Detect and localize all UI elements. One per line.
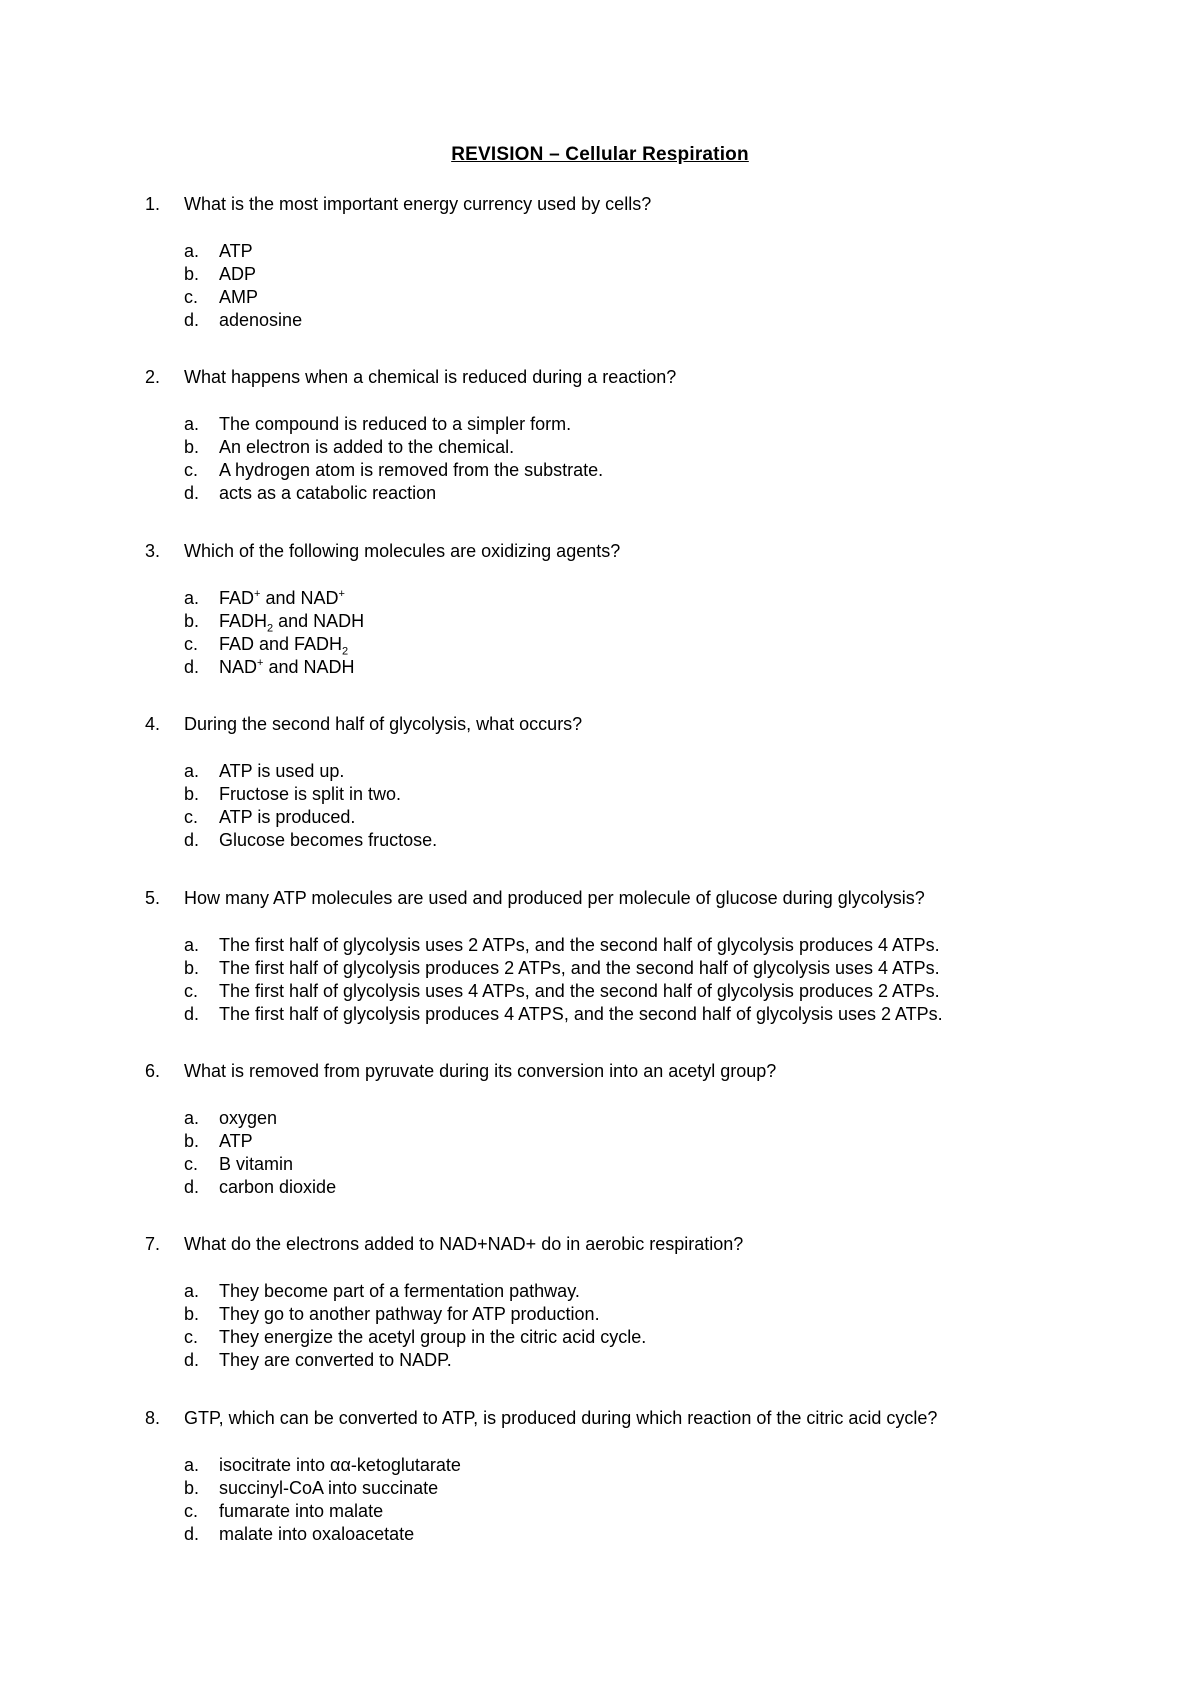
option-letter: d.	[184, 1524, 200, 1544]
option-text: NAD+ and NADH	[219, 657, 355, 677]
option-letter: c.	[184, 287, 199, 307]
option-letter: d.	[184, 1004, 200, 1024]
option-text: AMP	[219, 287, 259, 307]
question-number: 4.	[145, 714, 161, 734]
option-letter: a.	[184, 935, 200, 955]
option-letter: a.	[184, 761, 200, 781]
option-text: B vitamin	[219, 1154, 294, 1174]
option-letter: d.	[184, 1177, 200, 1197]
option-text: Fructose is split in two.	[219, 784, 402, 804]
option-letter: c.	[184, 1154, 199, 1174]
option-letter: b.	[184, 437, 200, 457]
option-letter: d.	[184, 483, 200, 503]
option-text: FAD+ and NAD+	[219, 588, 345, 608]
option-letter: c.	[184, 1501, 199, 1521]
option-letter: d.	[184, 657, 200, 677]
option-letter: a.	[184, 1281, 200, 1301]
option-text: acts as a catabolic reaction	[219, 483, 437, 503]
question-number: 8.	[145, 1408, 161, 1428]
question-text: Which of the following molecules are oxidizing agents?	[184, 541, 621, 561]
option-letter: b.	[184, 264, 200, 284]
page-title: REVISION – Cellular Respiration	[451, 144, 749, 165]
question-text: What is removed from pyruvate during its conversion into an acetyl group?	[184, 1061, 777, 1081]
question-text: GTP, which can be converted to ATP, is produced during which reaction of the citric acid cycle?	[184, 1408, 938, 1428]
option-letter: a.	[184, 241, 200, 261]
question-text: During the second half of glycolysis, what occurs?	[184, 714, 583, 734]
option-letter: b.	[184, 611, 200, 631]
option-text: ATP	[219, 241, 253, 261]
option-text: ATP	[219, 1131, 253, 1151]
question-text: What happens when a chemical is reduced during a reaction?	[184, 367, 677, 387]
option-text: carbon dioxide	[219, 1177, 337, 1197]
option-text: fumarate into malate	[219, 1501, 384, 1521]
question-number: 5.	[145, 888, 161, 908]
option-letter: a.	[184, 414, 200, 434]
question-number: 6.	[145, 1061, 161, 1081]
option-text: The first half of glycolysis produces 4 ATPS, and the second half of glycolysis uses 2 ATPs.	[219, 1004, 943, 1024]
option-letter: a.	[184, 1108, 200, 1128]
option-text: The first half of glycolysis uses 2 ATPs, and the second half of glycolysis produces 4 ATPs.	[219, 935, 940, 955]
option-text: $FADH_2$ and NADH	[219, 611, 365, 635]
option-text: They go to another pathway for ATP production.	[219, 1304, 600, 1324]
option-letter: c.	[184, 807, 199, 827]
question-number: 2.	[145, 367, 161, 387]
option-text: oxygen	[219, 1108, 278, 1128]
option-letter: c.	[184, 460, 199, 480]
option-text: ATP is used up.	[219, 761, 345, 781]
option-text: A hydrogen atom is removed from the substrate.	[219, 460, 604, 480]
option-letter: b.	[184, 1478, 200, 1498]
option-text: Glucose becomes fructose.	[219, 830, 438, 850]
option-letter: b.	[184, 958, 200, 978]
option-text: ADP	[219, 264, 257, 284]
option-letter: d.	[184, 1350, 200, 1370]
option-letter: d.	[184, 310, 200, 330]
question-text: How many ATP molecules are used and produced per molecule of glucose during glycolysis?	[184, 888, 925, 908]
option-letter: c.	[184, 634, 199, 654]
question-number: 7.	[145, 1234, 161, 1254]
question-text: What do the electrons added to NAD+NAD+ do in aerobic respiration?	[184, 1234, 744, 1254]
option-text: They energize the acetyl group in the citric acid cycle.	[219, 1327, 647, 1347]
option-letter: c.	[184, 981, 199, 1001]
option-letter: b.	[184, 1304, 200, 1324]
option-text: The compound is reduced to a simpler form.	[219, 414, 572, 434]
option-text: The first half of glycolysis uses 4 ATPs, and the second half of glycolysis produces 2 ATPs.	[219, 981, 940, 1001]
option-text: isocitrate into αα-ketoglutarate	[219, 1455, 461, 1475]
option-text: ATP is produced.	[219, 807, 356, 827]
option-letter: a.	[184, 588, 200, 608]
question-number: 1.	[145, 194, 161, 214]
option-text: The first half of glycolysis produces 2 ATPs, and the second half of glycolysis uses 4 ATPs.	[219, 958, 940, 978]
option-letter: a.	[184, 1455, 200, 1475]
option-letter: b.	[184, 1131, 200, 1151]
option-text: An electron is added to the chemical.	[219, 437, 515, 457]
option-letter: b.	[184, 784, 200, 804]
option-text: They become part of a fermentation pathway.	[219, 1281, 580, 1301]
option-text: succinyl-CoA into succinate	[219, 1478, 439, 1498]
option-letter: c.	[184, 1327, 199, 1347]
question-text: What is the most important energy currency used by cells?	[184, 194, 652, 214]
option-letter: d.	[184, 830, 200, 850]
option-text: FAD and $FADH_2$	[219, 634, 349, 658]
option-text: They are converted to NADP.	[219, 1350, 452, 1370]
option-text: adenosine	[219, 310, 303, 330]
option-text: malate into oxaloacetate	[219, 1524, 415, 1544]
question-number: 3.	[145, 541, 161, 561]
